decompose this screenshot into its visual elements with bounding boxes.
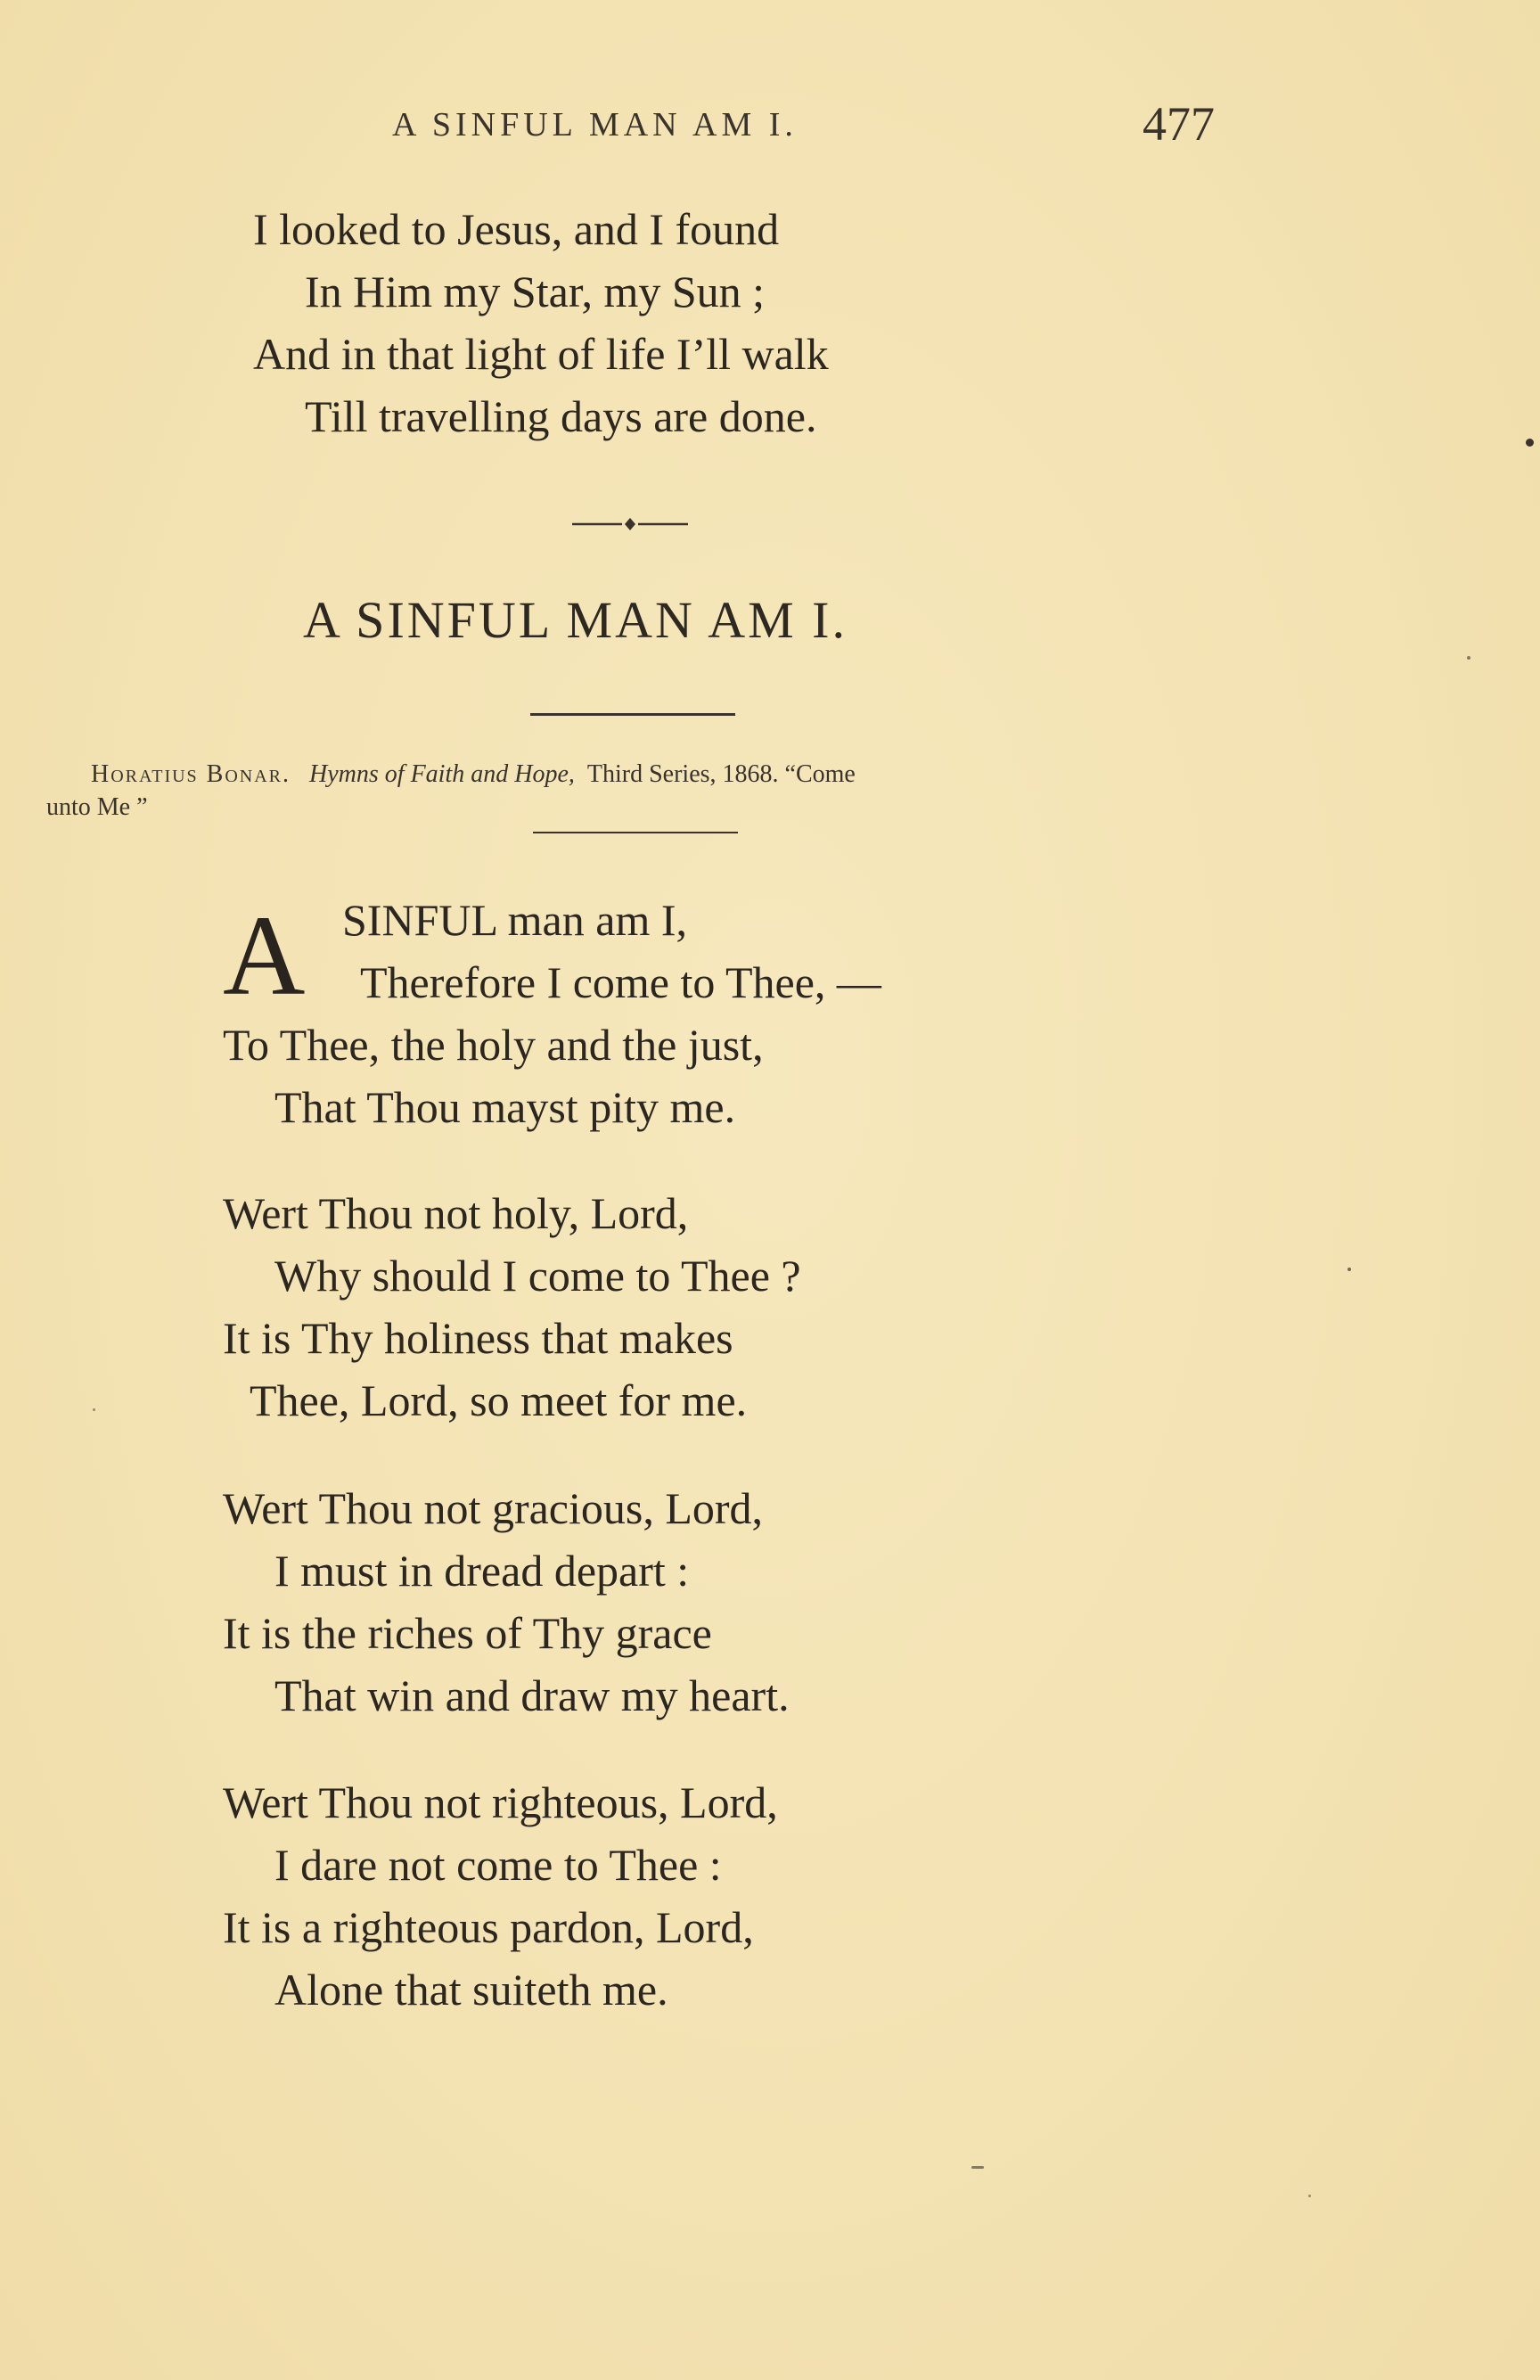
paper-speck <box>93 1408 95 1411</box>
paper-speck <box>1348 1268 1351 1271</box>
poem-line: I must in dread depart : <box>274 1546 690 1596</box>
previous-poem-line: Till travelling days are done. <box>305 391 817 441</box>
poem-line: It is Thy holiness that makes <box>223 1313 733 1363</box>
poem-line: It is a righteous pardon, Lord, <box>223 1902 754 1952</box>
paper-speck <box>1526 439 1534 447</box>
previous-poem-line: And in that light of life I’ll walk <box>253 329 829 379</box>
poem-line: Thee, Lord, so meet for me. <box>250 1375 748 1425</box>
page-number: 477 <box>1143 97 1215 151</box>
attribution-continued: unto Me ” <box>46 793 148 821</box>
poem-line: Therefore I come to Thee, — <box>360 957 881 1007</box>
poem-line: To Thee, the holy and the just, <box>223 1020 764 1070</box>
paper-speck <box>971 2166 984 2169</box>
poem-line: SINFUL man am I, <box>342 895 687 945</box>
poem-line: Wert Thou not righteous, Lord, <box>223 1777 778 1827</box>
attribution-book: Hymns of Faith and Hope, <box>309 760 575 788</box>
attribution-author: Horatius Bonar. <box>91 760 291 788</box>
paper-speck <box>1308 2195 1311 2197</box>
poem-line: That Thou mayst pity me. <box>274 1082 736 1132</box>
poem-line: Why should I come to Thee ? <box>274 1251 801 1301</box>
poem-title: A SINFUL MAN AM I. <box>303 591 848 649</box>
poem-line: That win and draw my heart. <box>274 1670 790 1720</box>
running-head: A SINFUL MAN AM I. <box>392 106 798 144</box>
poem-line: I dare not come to Thee : <box>274 1840 722 1890</box>
previous-poem-line: I looked to Jesus, and I found <box>253 204 780 254</box>
attribution <box>91 756 1232 793</box>
title-rule <box>530 713 735 716</box>
poem-line: Wert Thou not holy, Lord, <box>223 1188 689 1238</box>
attribution-details: Third Series, 1868. “Come <box>586 760 856 788</box>
poem-line: It is the riches of Thy grace <box>223 1608 712 1658</box>
previous-poem-line: In Him my Star, my Sun ; <box>305 267 766 316</box>
attribution-rule <box>533 832 738 833</box>
ornament-divider <box>572 515 688 533</box>
poem-line: Wert Thou not gracious, Lord, <box>223 1483 764 1533</box>
paper-speck <box>1467 656 1470 660</box>
drop-cap: A <box>223 892 306 1019</box>
poem-line: Alone that suiteth me. <box>274 1965 668 2015</box>
